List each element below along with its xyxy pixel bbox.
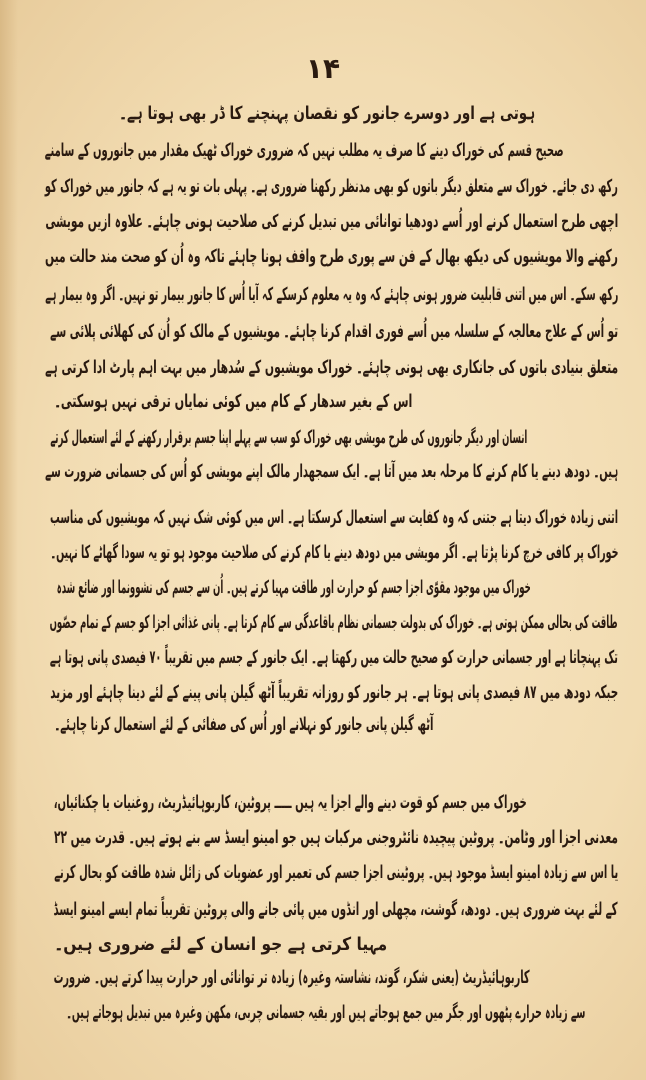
text-line <box>54 788 527 818</box>
line-text: اچھی طرح استعمال کرنے اور اُسے دودھیا توانائی میں تبدیل کرنے کی صلاحیت ہونی چاہئے۔ علاوہ ازیں مویشی <box>45 211 618 232</box>
text-line <box>45 353 618 383</box>
line-text: خوراک میں جسم کو قوت دینے والے اجزا یہ ہیں ـــــ پروٹین، کاربوہائیڈریٹ، روغنیات یا چکنائیاں، <box>54 792 527 813</box>
line-text: معدنی اجزا اور وٹامن۔ پروٹین پیچیدہ نائٹروجنی مرکبات ہیں جو امینو ایسڈ سے بنے ہوتے ہیں۔ قدرت میں ۲۲ <box>54 827 619 848</box>
text-line <box>45 207 618 237</box>
text-line <box>54 930 387 960</box>
line-text: اس کے بغیر سدھار کے کام میں کوئی نمایاں ترقی نہیں ہوسکتی۔ <box>54 391 412 412</box>
line-text: رکھ دی جائے۔ خوراک سے متعلق دیگر باتوں کو بھی مدنظر رکھنا ضروری ہے۔ پہلی بات تو یہ ہے کہ جانور میں خوراک کو <box>45 176 618 197</box>
text-line <box>45 136 564 166</box>
line-text: ہیں۔ دودھ دینے یا کام کرنے کا مرحلہ بعد میں آتا ہے۔ ایک سمجھدار مالک اپنے مویشی کو اُس کی جسمانی ضرورت سے <box>45 461 618 482</box>
text-line <box>50 503 618 533</box>
line-text: مہیا کرتی ہے جو انسان کے لئے ضروری ہیں۔ <box>54 934 387 955</box>
text-line <box>54 710 433 740</box>
line-text: متعلق بنیادی باتوں کی جانکاری بھی ہونی چاہئے۔ خوراک مویشیوں کے سُدھار میں بہت اہم پارٹ ادا کرتی ہے <box>45 357 618 378</box>
line-text: سے زیادہ حرارے پٹھوں اور جگر میں جمع ہوجاتے ہیں اور بقیہ جسمانی چربی، مکھن وغیرہ میں تبدیل ہوجاتے ہیں۔ <box>66 1002 585 1023</box>
text-line <box>57 573 531 603</box>
text-line <box>54 823 618 853</box>
line-text: تو اُس کے علاج معالجہ کے سلسلہ میں اُسے فوری اقدام کرنا چاہئے۔ مویشیوں کے مالک کو اُن کی کھلائی پلائی سے <box>50 321 618 342</box>
text-line <box>45 457 618 487</box>
text-line <box>45 242 618 272</box>
line-text: کاربوہائیڈریٹ (یعنی شکر، گوند، نشاستہ وغیرہ) زیادہ تر توانائی اور حرارت پیدا کرتے ہیں۔ ضرورت <box>53 967 530 988</box>
line-text: انسان اور دیگر جانوروں کی طرح مویشی بھی خوراک کو سب سے پہلے اپنا جسم برقرار رکھنے کے لئے استعمال کرتے <box>50 427 527 448</box>
line-text: رکھنے والا مویشیوں کی دیکھ بھال کے فن سے پوری طرح واقف ہونا چاہئے تاکہ وہ اُن کو صحت مند حالت میں <box>45 246 618 267</box>
line-text: اتنی زیادہ خوراک دیتا ہے جتنی کہ وہ کفایت سے استعمال کرسکتا ہے۔ اس میں کوئی شک نہیں کہ مویشیوں کی مناسب <box>49 507 618 528</box>
text-line <box>119 99 535 129</box>
text-line <box>50 538 618 568</box>
text-line <box>50 317 618 347</box>
text-line <box>54 963 530 993</box>
text-line <box>45 280 618 310</box>
line-text: رکھ سکے۔ اس میں اتنی قابلیت ضرور ہونی چاہئے کہ وہ یہ معلوم کرسکے کہ آیا اُس کا جانور بیمار تو نہیں۔ اگر وہ بیمار ہے <box>44 284 618 305</box>
text-line <box>66 998 585 1028</box>
line-text: ہوتی ہے اور دوسرے جانور کو نقصان پہنچنے کا ڈر بھی ہوتا ہے۔ <box>119 103 535 124</box>
text-line <box>50 678 618 708</box>
line-text: آٹھ گیلن پانی جانور کو نہلانے اور اُس کی صفائی کے لئے استعمال کرنا چاہئے۔ <box>53 714 433 735</box>
line-text: کے لئے بہت ضروری ہیں۔ دودھ، گوشت، مچھلی اور انڈوں میں پائی جانے والی پروٹین تقریباً تمام ایسے امینو ایسڈ <box>54 899 618 920</box>
line-text: جبکہ دودھ میں ۸۷ فیصدی پانی ہوتا ہے۔ ہر جانور کو روزانہ تقریباً آٹھ گیلن پانی پینے کے لئے دینا چاہئے اور مزید <box>50 682 618 703</box>
page-number: ۱۴ <box>305 52 341 85</box>
line-text: خوراک پر کافی خرچ کرنا پڑتا ہے۔ اگر مویشی میں دودھ دینے یا کام کرنے کی صلاحیت موجود ہو تو یہ سودا گھاٹے کا نہیں۔ <box>50 542 618 563</box>
line-text: صحیح قسم کی خوراک دینے کا صرف یہ مطلب نہیں کہ ضروری خوراک ٹھیک مقدار میں جانوروں کے سامنے <box>45 140 564 161</box>
text-line <box>50 608 618 638</box>
text-line <box>54 387 412 417</box>
line-text: تک پہنچاتا ہے اور جسمانی حرارت کو صحیح حالت میں رکھتا ہے۔ ایک جانور کے جسم میں تقریباً ۷۰ فیصدی پانی ہوتا ہے <box>50 647 618 668</box>
line-text: طاقت کی بحالی ممکن ہوتی ہے۔ خوراک کی بدولت جسمانی نظام باقاعدگی سے کام کرتا ہے۔ پانی غذائی اجزا کو جسم کے تمام حصّوں <box>50 612 618 633</box>
line-text: خوراک میں موجود مقوّی اجزا جسم کو حرارت اور طاقت مہیا کرتے ہیں۔ اُن سے جسم کی نشوونما اور ضائع شدہ <box>57 577 531 598</box>
text-line <box>54 895 618 925</box>
line-text: یا اس سے زیادہ امینو ایسڈ موجود ہیں۔ پروٹینی اجزا جسم کی تعمیر اور عضویات کی زائل شدہ طاقت کو بحال کرنے <box>54 862 618 883</box>
text-line <box>50 423 527 453</box>
text-line <box>50 643 618 673</box>
text-line <box>54 858 618 888</box>
text-line <box>45 172 618 202</box>
